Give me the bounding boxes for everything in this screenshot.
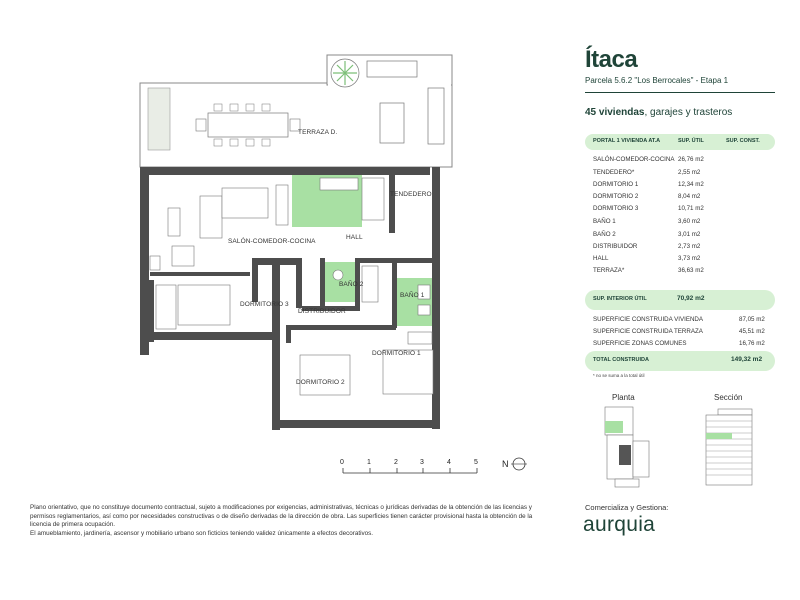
north-label: N xyxy=(502,459,509,469)
table-row xyxy=(593,169,773,179)
table-footnote: * no se suma a la total útil xyxy=(593,373,645,378)
row-name: DORMITORIO 1 xyxy=(593,181,639,188)
row-value: 16,76 m2 xyxy=(739,340,765,347)
row-value: 36,63 m2 xyxy=(678,267,704,274)
label-terraza: TERRAZA D. xyxy=(298,129,338,136)
row-value: 3,01 m2 xyxy=(678,231,701,238)
table-row xyxy=(593,328,773,338)
row-value: 2,55 m2 xyxy=(678,169,701,176)
row-value: 8,04 m2 xyxy=(678,193,701,200)
row-value: 12,34 m2 xyxy=(678,181,704,188)
site-plan-thumbnail xyxy=(595,405,665,490)
row-name: DORMITORIO 3 xyxy=(593,205,639,212)
project-title: Ítaca xyxy=(585,46,638,73)
row-value: 26,76 m2 xyxy=(678,156,704,163)
disclaimer-paragraph-1: Plano orientativo, que no constituye documento contractual, sujeto a modificaciones por exigencias, administrativas, técnicas o jurídicas derivadas de la obtención de las licencias y permisos reglamentarios, así como por necesidades constructivas o de diseño derivadas de la dirección de obra. Las superficies tienen carácter provisional hasta la obtención de la licencia de primera ocupación. xyxy=(30,504,533,529)
interior-value: 70,92 m2 xyxy=(677,295,705,302)
headline xyxy=(585,107,732,118)
row-value: 45,51 m2 xyxy=(739,328,765,335)
label-dormitorio3: DORMITORIO 3 xyxy=(240,301,289,308)
row-name: SUPERFICIE CONSTRUIDA VIVIENDA xyxy=(593,316,704,323)
interior-label: SUP. INTERIOR ÚTIL xyxy=(593,296,647,302)
disclaimer-paragraph-2: El amueblamiento, jardinería, ascensor y mobiliario urbano son ficticios teniendo validez únicamente a efectos decorativos. xyxy=(30,529,374,537)
row-name: DORMITORIO 2 xyxy=(593,193,639,200)
col-util: SUP. ÚTIL xyxy=(678,138,704,144)
label-bano1: BAÑO 1 xyxy=(400,292,425,299)
interior-total-band xyxy=(585,290,775,310)
label-dormitorio2: DORMITORIO 2 xyxy=(296,379,345,386)
label-bano2: BAÑO 2 xyxy=(339,281,364,288)
scale-tick-5: 5 xyxy=(474,459,478,466)
row-name: TERRAZA* xyxy=(593,267,625,274)
row-name: TENDEDERO* xyxy=(593,169,635,176)
commercial-label: Comercializa y Gestiona: xyxy=(585,503,669,512)
section-thumbnail xyxy=(700,405,760,487)
scale-tick-3: 3 xyxy=(420,459,424,466)
table-header xyxy=(585,134,775,150)
col-name: PORTAL 1 VIVIENDA AT.A xyxy=(593,138,661,144)
divider xyxy=(585,92,775,93)
table-row xyxy=(593,255,773,265)
table-row xyxy=(593,267,773,277)
table-row xyxy=(593,340,773,350)
planta-label: Planta xyxy=(612,393,635,402)
terrace-area xyxy=(140,55,452,167)
table-row xyxy=(593,205,773,215)
row-name: SUPERFICIE ZONAS COMUNES xyxy=(593,340,687,347)
table-row xyxy=(593,218,773,228)
label-salon: SALÓN-COMEDOR-COCINA xyxy=(228,238,316,245)
row-name: DISTRIBUIDOR xyxy=(593,243,638,250)
row-value: 10,71 m2 xyxy=(678,205,704,212)
row-value: 3,60 m2 xyxy=(678,218,701,225)
label-distribuidor: DISTRIBUIDOR xyxy=(298,308,346,315)
col-const: SUP. CONST. xyxy=(726,138,760,144)
row-value: 87,05 m2 xyxy=(739,316,765,323)
table-row xyxy=(593,316,773,326)
total-band xyxy=(585,351,775,371)
row-name: BAÑO 2 xyxy=(593,231,616,238)
scale-tick-0: 0 xyxy=(340,459,344,466)
row-value: 2,73 m2 xyxy=(678,243,701,250)
project-subtitle: Parcela 5.6.2 "Los Berrocales" - Etapa 1 xyxy=(585,76,729,85)
label-dormitorio1: DORMITORIO 1 xyxy=(372,350,421,357)
row-name: HALL xyxy=(593,255,609,262)
row-value: 3,73 m2 xyxy=(678,255,701,262)
headline-bold: 45 viviendas xyxy=(585,107,645,118)
row-name: SUPERFICIE CONSTRUIDA TERRAZA xyxy=(593,328,703,335)
legal-disclaimer xyxy=(30,504,550,538)
scale-tick-2: 2 xyxy=(394,459,398,466)
headline-rest: , garajes y trasteros xyxy=(644,107,733,118)
brand-logo: aurquia xyxy=(583,513,656,536)
label-hall: HALL xyxy=(346,234,363,241)
total-value: 149,32 m2 xyxy=(731,356,763,363)
scale-bar xyxy=(340,459,478,473)
seccion-label: Sección xyxy=(714,393,743,402)
row-name: SALÓN-COMEDOR-COCINA xyxy=(593,156,675,163)
row-name: BAÑO 1 xyxy=(593,218,616,225)
scale-tick-1: 1 xyxy=(367,459,371,466)
table-row xyxy=(593,231,773,241)
label-tendedero: TENDEDERO xyxy=(390,191,432,198)
total-label: TOTAL CONSTRUIDA xyxy=(593,357,649,363)
table-row xyxy=(593,243,773,253)
north-arrow-icon xyxy=(502,458,527,470)
table-row xyxy=(593,156,773,166)
table-row xyxy=(593,193,773,203)
table-row xyxy=(593,181,773,191)
scale-tick-4: 4 xyxy=(447,459,451,466)
